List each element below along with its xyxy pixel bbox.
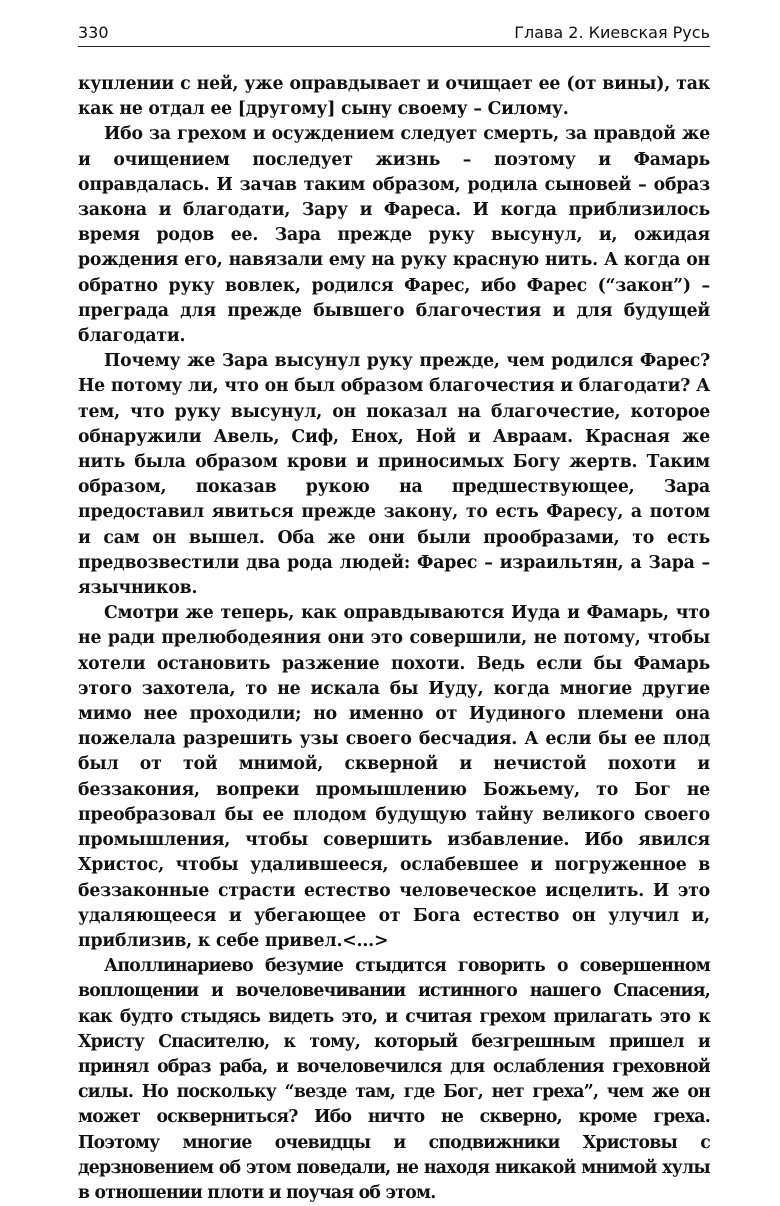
page-number: 330 <box>78 23 109 42</box>
running-header <box>78 20 710 46</box>
paragraph: Аполлинариево безумие стыдится говорить о совершенном воплощении и вочеловечивании истинного нашего Спасения, как будто стыдясь видеть это, и считая грехом прилагать это к Христу Спасителю, к тому, который безгрешным пришел и принял образ раба, и вочеловечился для ослабления греховной силы. Но поскольку “везде там, где Бог, нет греха”, чем же он может оскверниться? Ибо ничто не скверно, кроме греха. Поэтому многие очевидцы и сподвижники Христовы с дерзновением об этом поведали, не находя никакой мнимой хулы в отношении плоти и поучая об этом. <box>78 956 710 1203</box>
paragraph-continuation: куплении с ней, уже оправдывает и очищает ее (от вины), так как не отдал ее [другому] сыну своему – Силому. <box>78 74 710 120</box>
paragraph: Почему же Зара высунул руку прежде, чем родился Фарес? Не потому ли, что он был образом благочестия и благодати? А тем, что руку высунул, он показал на благочестие, которое обнаружили Авель, Сиф, Енох, Ной и Авраам. Красная же нить была образом крови и приносимых Богу жертв. Таким образом, показав рукою на предшествующее, Зара предоставил явиться прежде закону, то есть Фаресу, а потом и сам он вышел. Оба же они были прообразами, то есть предвозвестили два рода людей: Фарес – израильтян, а Зара – язычников. <box>78 351 710 599</box>
header-rule <box>78 46 710 47</box>
paragraph: Ибо за грехом и осуждением следует смерть, за правдой же и очищением последует жизнь – поэтому и Фамарь оправдалась. И зачав таким образом, родила сыновей – образ закона и благодати, Зару и Фареса. И когда приблизилось время родов ее. Зара прежде руку высунул, и, ожидая рождения его, навязали ему на руку красную нить. А когда он обратно руку вовлек, родился Фарес, ибо Фарес (“закон”) – преграда для прежде бывшего благочестия и для будущей благодати. <box>78 124 710 347</box>
body-text <box>78 72 710 1206</box>
paragraph: Смотри же теперь, как оправдываются Иуда и Фамарь, что не ради прелюбодеяния они это совершили, не потому, чтобы хотели остановить разжение похоти. Ведь если бы Фамарь этого захотела, то не искала бы Иуду, когда многие другие мимо нее проходили; но именно от Иудиного племени она пожелала разрешить узы своего бесчадия. А если бы ее плод был от той мнимой, скверной и нечистой похоти и беззакония, вопреки промышлению Божьему, то Бог не преобразовал бы ее плодом будущую тайну великого своего промышления, чтобы совершить избавление. Ибо явился Христос, чтобы удалившееся, ослабевшее и погруженное в беззаконные страсти естество человеческое исцелить. И это удаляющееся и убегающее от Бога естество он улучил и, приблизив, к себе привел.<...> <box>78 603 710 951</box>
chapter-title: Глава 2. Киевская Русь <box>514 23 710 42</box>
